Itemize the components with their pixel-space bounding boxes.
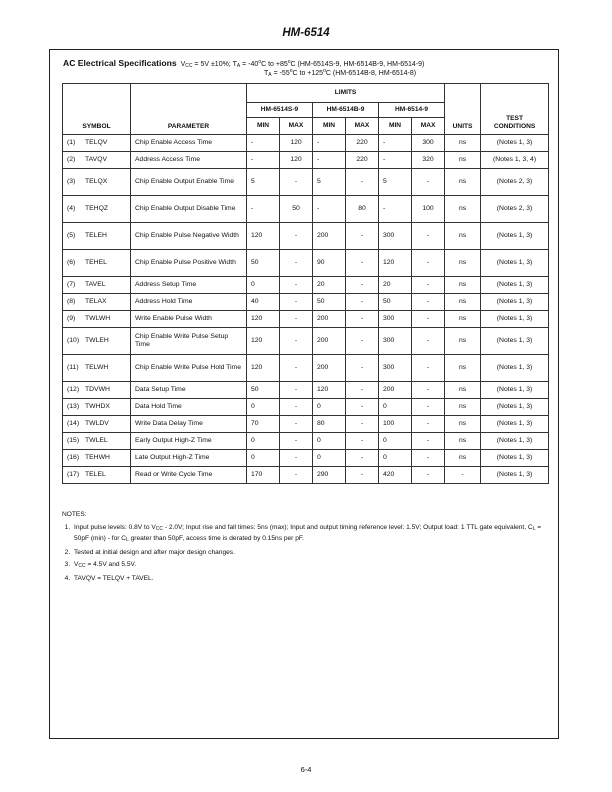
- table-row: [63, 467, 549, 484]
- cell-max: -: [280, 450, 313, 467]
- row-symbol: TELQV: [85, 139, 108, 146]
- row-symbol: TWLEH: [85, 337, 109, 344]
- row-number: (16): [67, 454, 80, 461]
- cell-units: ns: [445, 355, 481, 382]
- table-row: [63, 433, 549, 450]
- cell-symbol: [63, 294, 131, 311]
- table-row: [63, 277, 549, 294]
- note-1-text-a: Input pulse levels: 0.8V to V: [74, 524, 156, 531]
- cell-units: ns: [445, 382, 481, 399]
- cell-max: -: [346, 223, 379, 250]
- cell-min: 120: [247, 223, 280, 250]
- cell-max: -: [280, 355, 313, 382]
- col-header-part: HM-6514S-9: [247, 103, 313, 118]
- cell-max: -: [346, 311, 379, 328]
- vcc-condition: = 5V ±10%; T: [192, 61, 237, 68]
- cell-symbol: [63, 152, 131, 169]
- row-symbol: TEHWH: [85, 454, 110, 461]
- cell-parameter: Address Setup Time: [131, 277, 247, 294]
- row-symbol: TDVWH: [85, 386, 110, 393]
- cell-max: -: [280, 328, 313, 355]
- cell-symbol: [63, 196, 131, 223]
- document-header-title: HM-6514: [282, 27, 330, 39]
- cell-units: ns: [445, 328, 481, 355]
- cell-units: ns: [445, 416, 481, 433]
- row-number: (1): [67, 139, 76, 146]
- col-header-parameter: PARAMETER: [131, 84, 247, 135]
- cell-min: 120: [247, 328, 280, 355]
- cell-min: 200: [313, 311, 346, 328]
- col-header-min: MIN: [379, 118, 412, 135]
- cell-symbol: [63, 223, 131, 250]
- table-row: [63, 382, 549, 399]
- cell-min: 200: [379, 382, 412, 399]
- cell-test-conditions: (Notes 1, 3, 4): [481, 152, 549, 169]
- cell-min: 5: [247, 169, 280, 196]
- note-3-text-a: V: [74, 561, 79, 568]
- cell-min: 290: [313, 467, 346, 484]
- cell-test-conditions: (Notes 2, 3): [481, 169, 549, 196]
- cell-max: -: [346, 467, 379, 484]
- row-number: (10): [67, 337, 80, 344]
- row-symbol: TELEL: [85, 471, 106, 478]
- note-2: 2. Tested at initial design and after major design changes.: [72, 548, 552, 557]
- cell-units: ns: [445, 250, 481, 277]
- line2-t: T: [264, 70, 269, 77]
- cell-max: -: [346, 433, 379, 450]
- ta-range-a: = -40: [240, 61, 259, 68]
- note-1-text-d: greater than 50pF, access time is derated by 0.15ns per pF.: [128, 535, 305, 542]
- cell-max: 320: [412, 152, 445, 169]
- cell-parameter: Data Setup Time: [131, 382, 247, 399]
- degree-mark: o: [287, 59, 291, 65]
- cell-units: ns: [445, 196, 481, 223]
- row-symbol: TAVEL: [85, 281, 106, 288]
- cell-max: -: [346, 250, 379, 277]
- cell-min: 420: [379, 467, 412, 484]
- table-row: [63, 169, 549, 196]
- cell-max: -: [346, 328, 379, 355]
- cell-symbol: [63, 467, 131, 484]
- spec-condition-line-2: [264, 67, 416, 80]
- cell-min: 20: [379, 277, 412, 294]
- spec-table-body: [63, 135, 549, 484]
- cell-min: 50: [247, 382, 280, 399]
- table-row: [63, 223, 549, 250]
- cell-test-conditions: (Notes 1, 3): [481, 311, 549, 328]
- note-4: 4. TAVQV = TELQV + TAVEL.: [72, 574, 552, 583]
- cell-max: -: [280, 311, 313, 328]
- cell-min: 0: [313, 399, 346, 416]
- cell-test-conditions: (Notes 1, 3): [481, 399, 549, 416]
- cell-parameter: Late Output High-Z Time: [131, 450, 247, 467]
- cell-min: 50: [247, 250, 280, 277]
- row-symbol: TWLDV: [85, 420, 109, 427]
- cell-symbol: [63, 250, 131, 277]
- cell-max: -: [412, 277, 445, 294]
- ac-spec-table: [62, 83, 549, 484]
- cell-units: ns: [445, 152, 481, 169]
- vcc-subscript: CC: [185, 63, 193, 69]
- cell-parameter: Address Hold Time: [131, 294, 247, 311]
- note-1-sub-l: L: [532, 526, 536, 532]
- cell-parameter: Address Access Time: [131, 152, 247, 169]
- cell-parameter: Chip Enable Write Pulse Hold Time: [131, 355, 247, 382]
- table-row: [63, 196, 549, 223]
- cell-min: -: [379, 135, 412, 152]
- cell-units: ns: [445, 223, 481, 250]
- spec-frame: [49, 49, 559, 739]
- cell-min: 5: [379, 169, 412, 196]
- row-number: (7): [67, 281, 76, 288]
- cell-max: -: [280, 433, 313, 450]
- cell-max: -: [412, 467, 445, 484]
- cell-max: -: [412, 433, 445, 450]
- cell-max: -: [412, 399, 445, 416]
- cell-symbol: [63, 169, 131, 196]
- col-header-test-conditions: TEST CONDITIONS: [481, 84, 549, 135]
- cell-min: -: [313, 135, 346, 152]
- cell-min: 200: [313, 328, 346, 355]
- cell-symbol: [63, 311, 131, 328]
- degree-mark: o: [289, 68, 293, 74]
- col-header-part: HM-6514B-9: [313, 103, 379, 118]
- table-row: [63, 399, 549, 416]
- cell-min: 0: [379, 450, 412, 467]
- cell-min: 0: [247, 399, 280, 416]
- ta-range-b: C to +85: [261, 61, 288, 68]
- cell-test-conditions: (Notes 1, 3): [481, 416, 549, 433]
- row-number: (2): [67, 156, 76, 163]
- cell-units: ns: [445, 433, 481, 450]
- cell-max: 120: [280, 135, 313, 152]
- cell-min: 50: [379, 294, 412, 311]
- cell-units: ns: [445, 399, 481, 416]
- cell-parameter: Chip Enable Pulse Positive Width: [131, 250, 247, 277]
- row-number: (9): [67, 315, 76, 322]
- cell-parameter: Chip Enable Output Disable Time: [131, 196, 247, 223]
- cell-symbol: [63, 277, 131, 294]
- cell-parameter: Write Enable Pulse Width: [131, 311, 247, 328]
- cell-min: -: [247, 135, 280, 152]
- cell-min: 90: [313, 250, 346, 277]
- cell-min: 100: [379, 416, 412, 433]
- row-symbol: TELQX: [85, 178, 108, 185]
- cell-max: -: [280, 416, 313, 433]
- cell-min: 120: [247, 355, 280, 382]
- note-1-text-c: = 50pF (min) - for C: [74, 524, 542, 542]
- cell-max: -: [412, 223, 445, 250]
- row-symbol: TWHDX: [85, 403, 110, 410]
- cell-min: 120: [313, 382, 346, 399]
- cell-test-conditions: (Notes 1, 3): [481, 433, 549, 450]
- row-number: (6): [67, 259, 76, 266]
- cell-max: -: [412, 169, 445, 196]
- cell-max: -: [280, 382, 313, 399]
- cell-units: ns: [445, 135, 481, 152]
- col-header-max: MAX: [280, 118, 313, 135]
- table-row: [63, 294, 549, 311]
- cell-test-conditions: (Notes 1, 3): [481, 294, 549, 311]
- cell-min: 40: [247, 294, 280, 311]
- line2-range-a: = -55: [271, 70, 290, 77]
- cell-test-conditions: (Notes 1, 3): [481, 450, 549, 467]
- cell-min: 0: [247, 450, 280, 467]
- col-header-symbol: SYMBOL: [63, 84, 131, 135]
- cell-min: 80: [313, 416, 346, 433]
- row-symbol: TELEH: [85, 232, 107, 239]
- cell-parameter: Chip Enable Write Pulse Setup Time: [131, 328, 247, 355]
- note-3: [72, 560, 552, 571]
- cell-parameter: Chip Enable Output Enable Time: [131, 169, 247, 196]
- cell-symbol: [63, 135, 131, 152]
- cell-test-conditions: (Notes 1, 3): [481, 250, 549, 277]
- col-header-max: MAX: [412, 118, 445, 135]
- cell-max: -: [346, 355, 379, 382]
- col-header-part: HM-6514-9: [379, 103, 445, 118]
- cell-min: 200: [313, 355, 346, 382]
- page-number: 6-4: [300, 765, 312, 774]
- cell-min: 50: [313, 294, 346, 311]
- degree-mark: o: [258, 59, 262, 65]
- cell-test-conditions: (Notes 1, 3): [481, 355, 549, 382]
- row-symbol: TWLEL: [85, 437, 108, 444]
- cell-parameter: Data Hold Time: [131, 399, 247, 416]
- table-row: [63, 416, 549, 433]
- cell-test-conditions: (Notes 1, 3): [481, 223, 549, 250]
- cell-min: 0: [247, 277, 280, 294]
- cell-units: ns: [445, 294, 481, 311]
- row-number: (13): [67, 403, 80, 410]
- table-row: [63, 328, 549, 355]
- cell-units: ns: [445, 277, 481, 294]
- cell-max: 50: [280, 196, 313, 223]
- cell-min: 170: [247, 467, 280, 484]
- cell-max: 120: [280, 152, 313, 169]
- table-row: [63, 311, 549, 328]
- vcc-prefix: V: [180, 61, 186, 68]
- row-symbol: TELAX: [85, 298, 107, 305]
- cell-symbol: [63, 450, 131, 467]
- cell-max: -: [346, 169, 379, 196]
- row-number: (4): [67, 205, 76, 212]
- cell-min: 300: [379, 328, 412, 355]
- cell-min: -: [379, 196, 412, 223]
- cell-min: -: [313, 196, 346, 223]
- row-number: (3): [67, 178, 76, 185]
- notes-section: [62, 510, 552, 586]
- row-number: (14): [67, 420, 80, 427]
- cell-units: ns: [445, 311, 481, 328]
- cell-min: 70: [247, 416, 280, 433]
- cell-units: ns: [445, 169, 481, 196]
- line2-range-c: C (HM-6514B-8, HM-6514-8): [325, 70, 417, 77]
- cell-symbol: [63, 433, 131, 450]
- note-3-sub-cc: CC: [78, 563, 86, 569]
- note-1: [72, 523, 552, 545]
- table-row: [63, 250, 549, 277]
- cell-max: -: [346, 399, 379, 416]
- cell-min: 0: [379, 399, 412, 416]
- cell-min: 5: [313, 169, 346, 196]
- cell-min: -: [313, 152, 346, 169]
- spec-title-block: [63, 58, 553, 78]
- row-symbol: TEHEL: [85, 259, 107, 266]
- cell-test-conditions: (Notes 2, 3): [481, 196, 549, 223]
- notes-label: NOTES:: [62, 511, 87, 518]
- cell-min: 0: [379, 433, 412, 450]
- cell-min: 0: [313, 450, 346, 467]
- cell-parameter: Chip Enable Access Time: [131, 135, 247, 152]
- row-number: (12): [67, 386, 80, 393]
- table-row: [63, 135, 549, 152]
- cell-parameter: Chip Enable Pulse Negative Width: [131, 223, 247, 250]
- row-symbol: TEHQZ: [85, 205, 109, 212]
- cell-max: -: [412, 382, 445, 399]
- cell-max: 300: [412, 135, 445, 152]
- cell-max: -: [346, 294, 379, 311]
- cell-max: 80: [346, 196, 379, 223]
- note-1-text-b: - 2.0V; Input rise and fall times: 5ns (max); Input and output timing reference level: 1.5V; Output load: 1 TTL gate equivalent, C: [162, 524, 533, 531]
- cell-max: 220: [346, 135, 379, 152]
- cell-max: -: [412, 355, 445, 382]
- cell-min: -: [247, 196, 280, 223]
- col-header-min: MIN: [247, 118, 280, 135]
- cell-parameter: Write Data Delay Time: [131, 416, 247, 433]
- cell-test-conditions: (Notes 1, 3): [481, 467, 549, 484]
- cell-min: -: [247, 152, 280, 169]
- cell-min: 300: [379, 223, 412, 250]
- line2-subscript: A: [268, 72, 272, 78]
- cell-units: -: [445, 467, 481, 484]
- col-header-max: MAX: [346, 118, 379, 135]
- cell-max: -: [346, 450, 379, 467]
- cell-symbol: [63, 416, 131, 433]
- cell-max: -: [280, 399, 313, 416]
- cell-max: -: [280, 250, 313, 277]
- note-1-sub-cc: CC: [155, 526, 163, 532]
- cell-max: -: [346, 416, 379, 433]
- note-3-text-b: = 4.5V and 5.5V.: [85, 561, 137, 568]
- row-number: (15): [67, 437, 80, 444]
- degree-mark: o: [323, 68, 326, 74]
- row-number: (17): [67, 471, 80, 478]
- cell-max: -: [280, 277, 313, 294]
- cell-symbol: [63, 355, 131, 382]
- cell-parameter: Early Output High-Z Time: [131, 433, 247, 450]
- col-header-min: MIN: [313, 118, 346, 135]
- row-number: (5): [67, 232, 76, 239]
- cell-symbol: [63, 382, 131, 399]
- row-number: (8): [67, 298, 76, 305]
- cell-max: -: [280, 169, 313, 196]
- cell-min: -: [379, 152, 412, 169]
- cell-symbol: [63, 399, 131, 416]
- cell-max: 100: [412, 196, 445, 223]
- table-row: [63, 152, 549, 169]
- cell-min: 0: [247, 433, 280, 450]
- cell-min: 0: [313, 433, 346, 450]
- note-1-sub-l: L: [126, 537, 129, 543]
- cell-min: 120: [379, 250, 412, 277]
- line2-range-b: C to +125: [292, 70, 324, 77]
- cell-test-conditions: (Notes 1, 3): [481, 382, 549, 399]
- cell-max: -: [412, 328, 445, 355]
- cell-min: 300: [379, 355, 412, 382]
- cell-units: ns: [445, 450, 481, 467]
- table-row: [63, 355, 549, 382]
- cell-max: -: [346, 382, 379, 399]
- cell-max: -: [280, 223, 313, 250]
- ta-range-c: C (HM-6514S-9, HM-6514B-9, HM-6514-9): [290, 61, 425, 68]
- cell-max: -: [412, 416, 445, 433]
- cell-test-conditions: (Notes 1, 3): [481, 277, 549, 294]
- col-header-units: UNITS: [445, 84, 481, 135]
- cell-max: -: [280, 467, 313, 484]
- ta-subscript: A: [236, 63, 241, 69]
- cell-min: 300: [379, 311, 412, 328]
- cell-parameter: Read or Write Cycle Time: [131, 467, 247, 484]
- cell-test-conditions: (Notes 1, 3): [481, 328, 549, 355]
- row-number: (11): [67, 364, 79, 371]
- cell-max: -: [280, 294, 313, 311]
- cell-max: 220: [346, 152, 379, 169]
- row-symbol: TAVQV: [85, 156, 108, 163]
- cell-min: 200: [313, 223, 346, 250]
- row-symbol: TWLWH: [85, 315, 111, 322]
- cell-max: -: [412, 311, 445, 328]
- col-header-limits: LIMITS: [247, 84, 445, 103]
- cell-test-conditions: (Notes 1, 3): [481, 135, 549, 152]
- cell-max: -: [412, 294, 445, 311]
- cell-max: -: [412, 450, 445, 467]
- cell-symbol: [63, 328, 131, 355]
- cell-max: -: [346, 277, 379, 294]
- table-row: [63, 450, 549, 467]
- cell-min: 20: [313, 277, 346, 294]
- spec-title: AC Electrical Specifications: [63, 58, 177, 68]
- cell-min: 120: [247, 311, 280, 328]
- row-symbol: TELWH: [85, 364, 109, 371]
- cell-max: -: [412, 250, 445, 277]
